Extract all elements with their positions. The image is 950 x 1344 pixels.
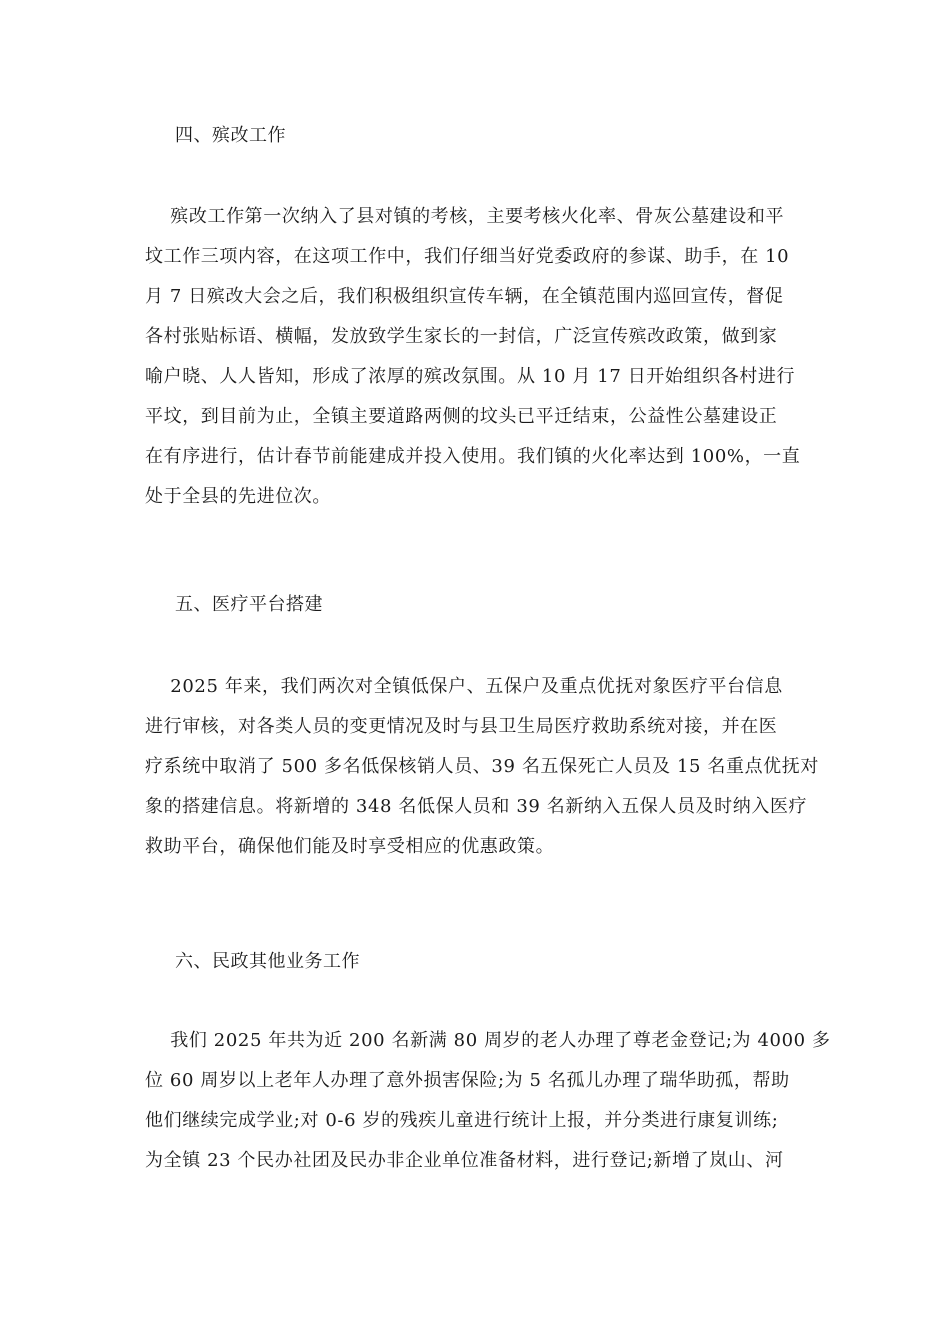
paragraph-line: 处于全县的先进位次。 xyxy=(145,486,331,507)
paragraph-line: 为全镇 23 个民办社团及民办非企业单位准备材料，进行登记;新增了岚山、河 xyxy=(145,1150,784,1171)
paragraph-line: 象的搭建信息。将新增的 348 名低保人员和 39 名新纳入五保人员及时纳入医疗 xyxy=(145,796,808,817)
paragraph-line: 殡改工作第一次纳入了县对镇的考核，主要考核火化率、骨灰公墓建设和平 xyxy=(145,206,785,227)
section-paragraph-medical-platform xyxy=(145,667,819,867)
section-paragraph-other-civil-affairs xyxy=(145,1021,831,1181)
paragraph-line: 救助平台，确保他们能及时享受相应的优惠政策。 xyxy=(145,836,555,857)
section-heading-medical-platform: 五、医疗平台搭建 xyxy=(175,594,323,615)
paragraph-line: 各村张贴标语、横幅，发放致学生家长的一封信，广泛宣传殡改政策，做到家 xyxy=(145,326,778,347)
paragraph-line: 平坟，到目前为止，全镇主要道路两侧的坟头已平迁结束，公益性公墓建设正 xyxy=(145,406,778,427)
paragraph-line: 位 60 周岁以上老年人办理了意外损害保险;为 5 名孤儿办理了瑞华助孤，帮助 xyxy=(145,1070,790,1091)
paragraph-line: 疗系统中取消了 500 多名低保核销人员、39 名五保死亡人员及 15 名重点优抚对 xyxy=(145,756,819,777)
paragraph-line: 进行审核，对各类人员的变更情况及时与县卫生局医疗救助系统对接，并在医 xyxy=(145,716,778,737)
paragraph-line: 他们继续完成学业;对 0-6 岁的残疾儿童进行统计上报，并分类进行康复训练; xyxy=(145,1110,779,1131)
paragraph-line: 坟工作三项内容，在这项工作中，我们仔细当好党委政府的参谋、助手，在 10 xyxy=(145,246,790,267)
paragraph-line: 在有序进行，估计春节前能建成并投入使用。我们镇的火化率达到 100%，一直 xyxy=(145,446,801,467)
section-paragraph-funeral-reform xyxy=(145,197,805,517)
paragraph-line: 喻户晓、人人皆知，形成了浓厚的殡改氛围。从 10 月 17 日开始组织各村进行 xyxy=(145,366,796,387)
paragraph-line: 月 7 日殡改大会之后，我们积极组织宣传车辆，在全镇范围内巡回宣传，督促 xyxy=(145,286,784,307)
section-heading-funeral-reform: 四、殡改工作 xyxy=(175,125,286,146)
paragraph-line: 2025 年来，我们两次对全镇低保户、五保户及重点优抚对象医疗平台信息 xyxy=(145,676,783,697)
section-heading-other-civil-affairs: 六、民政其他业务工作 xyxy=(175,951,360,972)
paragraph-line: 我们 2025 年共为近 200 名新满 80 周岁的老人办理了尊老金登记;为 4000 多 xyxy=(145,1030,831,1051)
